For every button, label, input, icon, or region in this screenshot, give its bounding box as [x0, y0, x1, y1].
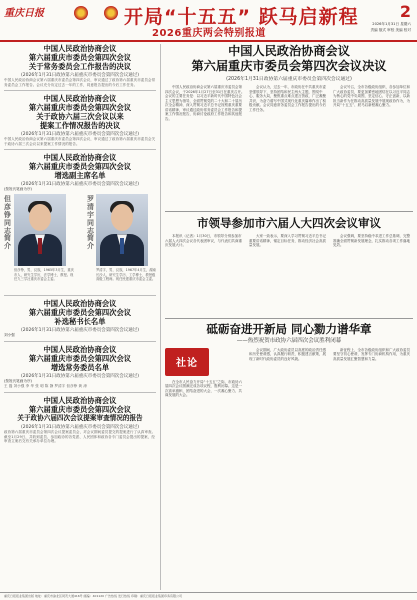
divider: [4, 341, 156, 342]
article-column-3: 会议号召，全市各级政协组织、各参加单位和广大政协委员，要更加紧密地团结在以习近平同志为核心的党中央周围，坚定信心、守正创新，以新担当新作为在推动高质量发展中展现政协作为，为开局“十五五”、跃马启新程凝心聚力。: [333, 85, 410, 107]
main-headline-line2: 第六届重庆市委员会第四次会议决议: [191, 59, 387, 73]
divider: [4, 295, 156, 296]
right-region: [165, 44, 413, 398]
block-title-line1: 中国人民政治协商会议: [43, 345, 117, 355]
block-title-line4: 提案工作情况报告的决议: [39, 121, 121, 131]
editorial-headline: 砥砺奋进开新局 同心勠力谱华章: [206, 321, 372, 336]
proposal-review-report: [4, 396, 156, 444]
article-columns: [165, 85, 413, 121]
bio-text-1: 但彦铮，男，汉族，1965年3月生，重庆市人，研究生学历，法学博士，教授。现任九三学社重庆市委会主委。: [14, 268, 74, 281]
secretary-general-list: [4, 299, 156, 338]
editor-credits: 责编 版式 审校 美编 校对: [370, 28, 411, 32]
block-title-line1: 中国人民政治协商会议: [43, 299, 117, 309]
editorial-tag: 社论: [165, 348, 209, 376]
standing-member-list: [4, 345, 156, 389]
block-date: (2026年1月31日政协第六届重庆市委员会第四次会议通过): [20, 374, 140, 380]
article-column-1: 中国人民政治协商会议第六届重庆市委员会第四次会议，于2026年1月27日至31日在重庆召开。会议的主要任务是：以习近平新时代中国特色社会主义思想为指导，全面贯彻党的二十大和二十届历次全会精神，深入贯彻习近平总书记视察重庆重要讲话精神，审议通过政协常务委员会工作报告和提案工作情况报告，协商讨论政府工作报告和其他报告。: [165, 85, 245, 121]
block-title-line2: 第六届重庆市委员会第四次会议: [28, 162, 132, 172]
article-column-2: 会议认为，过去一年，市政协在中共重庆市委坚强领导下，坚持团结和民主两大主题，围绕中心、服务大局，聚焦重点难点建言资政，广泛凝聚共识，为奋力谱写中国式现代化重庆篇章作出了积极贡献。会议同意常务委员会工作报告提出的今后工作任务。: [249, 85, 326, 112]
divider: [4, 149, 156, 150]
block-title-line1: 中国人民政治协商会议: [43, 44, 117, 53]
article-column-1: 本报讯（记者）1月30日，市领导分别参加市六届人大四次会议各代表团审议，与代表们共商重庆发展大计。: [165, 234, 242, 247]
bio-text-2: 罗清宇，男，汉族，1967年4月生，湖南长沙人，研究生学历，工学博士，教授级高级工程师。现任民建重庆市委会主委。: [96, 268, 156, 281]
block-date: (2026年1月31日政协第六届重庆市委员会第四次会议通过): [20, 182, 140, 188]
block-title-line3: 补选秘书长名单: [54, 317, 106, 327]
profile-caption-2: 罗清宇同志简介: [87, 195, 94, 251]
order-note: (按姓氏笔画为序): [4, 187, 32, 192]
section-divider: [165, 211, 413, 212]
article-columns: [165, 234, 413, 248]
block-title-line2: 第六届重庆市委员会第四次会议: [28, 404, 132, 414]
block-title-line2: 第六届重庆市委员会第四次会议: [28, 53, 132, 62]
emblem-icon-right: [104, 6, 118, 20]
block-date: (2026年1月31日政协第六届重庆市委员会第四次会议通过): [20, 132, 140, 138]
block-title-line3: 关于政协六届三次会议以来: [36, 112, 124, 122]
portrait-photo-1: [14, 194, 66, 266]
newspaper-logo: 重庆日报: [4, 8, 44, 19]
article-column-3: 新征程上，全市各级政协组织和广大政协委员要坚守初心使命，发挥专门协商机构作用，为重庆高质量发展汇聚智慧和力量。: [333, 347, 410, 361]
article-column-1: 在全市人民奋力开局“十五五”之际，市政协六届四次会议圆满完成各项议程，胜利闭幕。这是一次高举旗帜、团结奋进的大会，一次凝心聚力、共谋发展的大会。: [165, 379, 243, 397]
main-dateline: (2026年1月31日政协第六届重庆市委员会第四次会议通过): [226, 77, 352, 82]
resolution-work-report: [4, 44, 156, 87]
section-divider: [165, 318, 413, 319]
resolution-proposal-report: [4, 94, 156, 146]
article-column-2: 大家一致表示，要深入学习贯彻习近平总书记重要讲话精神，锚定目标任务，推动经济社会高质量发展。: [249, 234, 326, 247]
appointee-name: 刘小强: [4, 333, 15, 338]
banner-subtitle: 2026重庆两会特别报道: [152, 28, 266, 39]
member-names: 王 磊 刘小强 李 华 张 明 陈 静 罗清宇 但彦铮 黄 涛: [4, 384, 87, 389]
block-title-line2: 第六届重庆市委员会第四次会议: [28, 103, 132, 113]
masthead: [0, 0, 417, 40]
block-title-line3: 增选副主席名单: [54, 171, 106, 181]
left-column: [4, 44, 156, 444]
block-title-line3: 增选常务委员名单: [50, 363, 110, 373]
block-date: (2026年1月31日政协第六届重庆市委员会第四次会议通过): [20, 73, 140, 78]
block-title-line3: 关于政协六届四次会议提案审查情况的报告: [17, 413, 143, 422]
block-text: 中国人民政治协商会议第六届重庆市委员会第四次会议，审议通过了政协第六届重庆市委员会常务委员会工作报告。会议充分肯定过去一年的工作，同意报告提出的今后工作任务。: [4, 78, 156, 87]
leaders-headline: 市领导参加市六届人大四次会议审议: [197, 216, 381, 230]
banner-title: 开局“十五五” 跃马启新程: [124, 6, 359, 28]
leaders-article: [165, 215, 413, 248]
block-text: 中国人民政治协商会议第六届重庆市委员会第四次会议，审议通过了政协第六届重庆市委员会关于政协六届三次会议以来提案工作情况的报告。: [4, 137, 156, 146]
issue-date: 2026年1月31日 星期六: [372, 22, 411, 26]
editorial-article: [165, 322, 413, 398]
masthead-rule: [0, 40, 417, 42]
portrait-row: [4, 194, 156, 292]
block-text: 政协第六届重庆市委员会第四次会议提案委员会，对会议期间委员提交的提案进行了认真审查。截至1月29日，共收到委员、参加政协的各党派、人民团体和政协各专门委员会提出的提案，经审查立案后交有关承办单位办理。: [4, 429, 156, 444]
page-number: 2: [399, 2, 411, 21]
block-date: (2026年1月31日政协第六届重庆市委员会第四次会议通过): [20, 328, 140, 334]
block-title-line2: 第六届重庆市委员会第四次会议: [28, 308, 132, 318]
vice-chair-list: [4, 153, 156, 292]
block-title-line1: 中国人民政治协商会议: [43, 395, 117, 405]
main-headline-line1: 中国人民政治协商会议: [228, 44, 350, 58]
block-title-line1: 中国人民政治协商会议: [43, 153, 117, 163]
divider: [4, 392, 156, 393]
block-title-line2: 第六届重庆市委员会第四次会议: [28, 354, 132, 364]
emblem-icon: [74, 6, 88, 20]
article-column-3: 会议强调，要坚持稳中求进工作总基调，完整准确全面贯彻新发展理念，扎实推动各项工作落地见效。: [333, 234, 410, 247]
column-divider: [160, 44, 161, 590]
portrait-photo-2: [96, 194, 148, 266]
block-title-line1: 中国人民政治协商会议: [43, 94, 117, 104]
editorial-body: [165, 348, 413, 398]
article-column-2: 会议期间，广大政协委员以高度的政治责任感和历史使命感，认真履行职责，积极建言献策，展现了新时代政协委员的良好风貌。: [249, 347, 326, 361]
editorial-subtitle: ——热烈祝贺市政协六届四次会议胜利闭幕: [236, 337, 342, 344]
block-title-line3: 关于常务委员会工作报告的决议: [28, 62, 132, 71]
block-date: (2026年1月31日政协第六届重庆市委员会第四次会议通过): [20, 424, 140, 430]
divider: [4, 90, 156, 91]
main-resolution-article: [165, 44, 413, 121]
profile-caption-1: 但彦铮同志简介: [4, 195, 11, 251]
order-note: (按姓氏笔画为序): [4, 379, 32, 384]
footer: 重庆日报报业集团出版 地址：重庆市渝北区同茂大道416号 邮编：401120 广告热线 发行热线 印刷：重庆日报报业集团印务有限公司: [0, 592, 417, 600]
